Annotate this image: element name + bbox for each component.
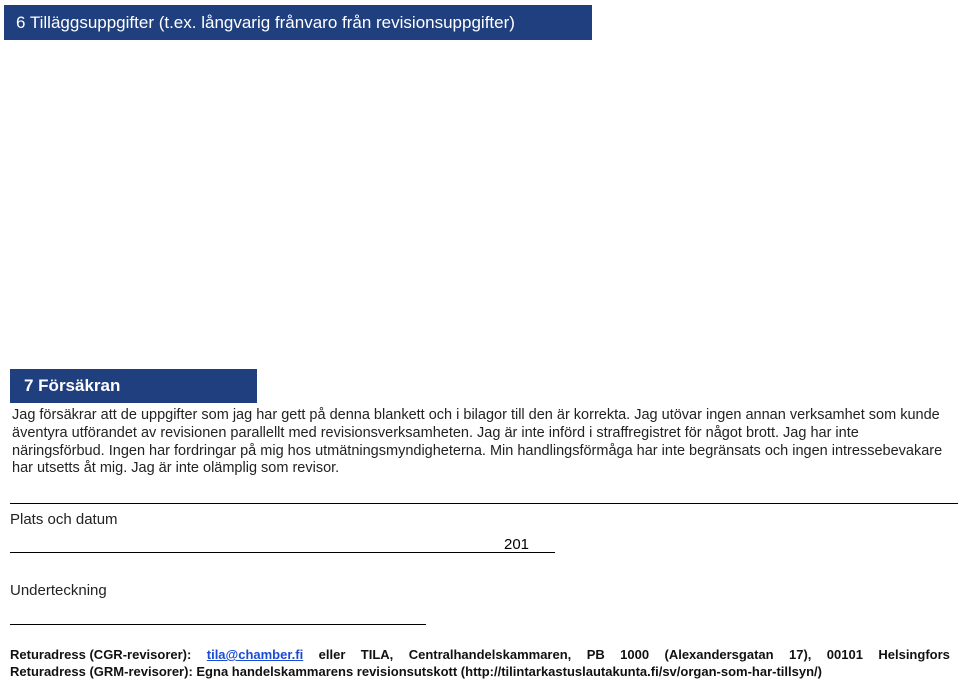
footer-word: (Alexandersgatan [664, 647, 774, 662]
place-date-blank[interactable] [10, 537, 504, 553]
footer-word: PB [586, 647, 605, 662]
footer-cgr-label: Returadress (CGR-revisorer): [10, 647, 192, 662]
footer-word: Helsingfors [878, 647, 950, 662]
footer-word: TILA, [360, 647, 394, 662]
section-6-title: 6 Tilläggsuppgifter (t.ex. långvarig frånvaro från revisionsuppgifter) [16, 12, 515, 32]
declaration-text: Jag försäkrar att de uppgifter som jag har gett på denna blankett och i bilagor till den är korrekta. Jag utövar ingen annan verksamhet som kunde äventyra utförandet av revisionen parallellt med revisionsverksamheten. Jag är inte införd i straffregistret för något brott. Jag har inte näringsförbud. Ingen har fordringar på mig hos utmätningsmyndigheterna. Min handlingsförmåga har inte begränsats och ingen intressebevakare har utsetts åt mig. Jag är inte olämplig som revisor. [12, 407, 943, 477]
footer-word: 1000 [620, 647, 650, 662]
year-prefix: 201 [504, 536, 530, 553]
footer-word: eller [318, 647, 346, 662]
section-7-header [10, 369, 257, 403]
signature-line[interactable] [10, 624, 426, 625]
section-6-answer-area[interactable] [4, 40, 592, 365]
section-6-header [4, 5, 592, 40]
place-date-label: Plats och datum [10, 511, 118, 528]
year-suffix-blank[interactable] [529, 537, 555, 553]
place-date-field[interactable] [10, 537, 555, 553]
divider-line [10, 503, 958, 504]
footer-return-address-cgr [10, 647, 950, 662]
signature-label: Underteckning [10, 582, 107, 599]
footer-word: 00101 [826, 647, 863, 662]
footer-email-link[interactable]: tila@chamber.fi [206, 647, 304, 662]
footer-word: Centralhandelskammaren, [408, 647, 572, 662]
footer-return-address-grm: Returadress (GRM-revisorer): Egna handelskammarens revisionsutskott (http://tilintarkastuslautakunta.fi/sv/organ-som-har-tillsyn/) [10, 664, 822, 679]
section-7-title: 7 Försäkran [24, 376, 121, 395]
footer-word: 17), [788, 647, 812, 662]
